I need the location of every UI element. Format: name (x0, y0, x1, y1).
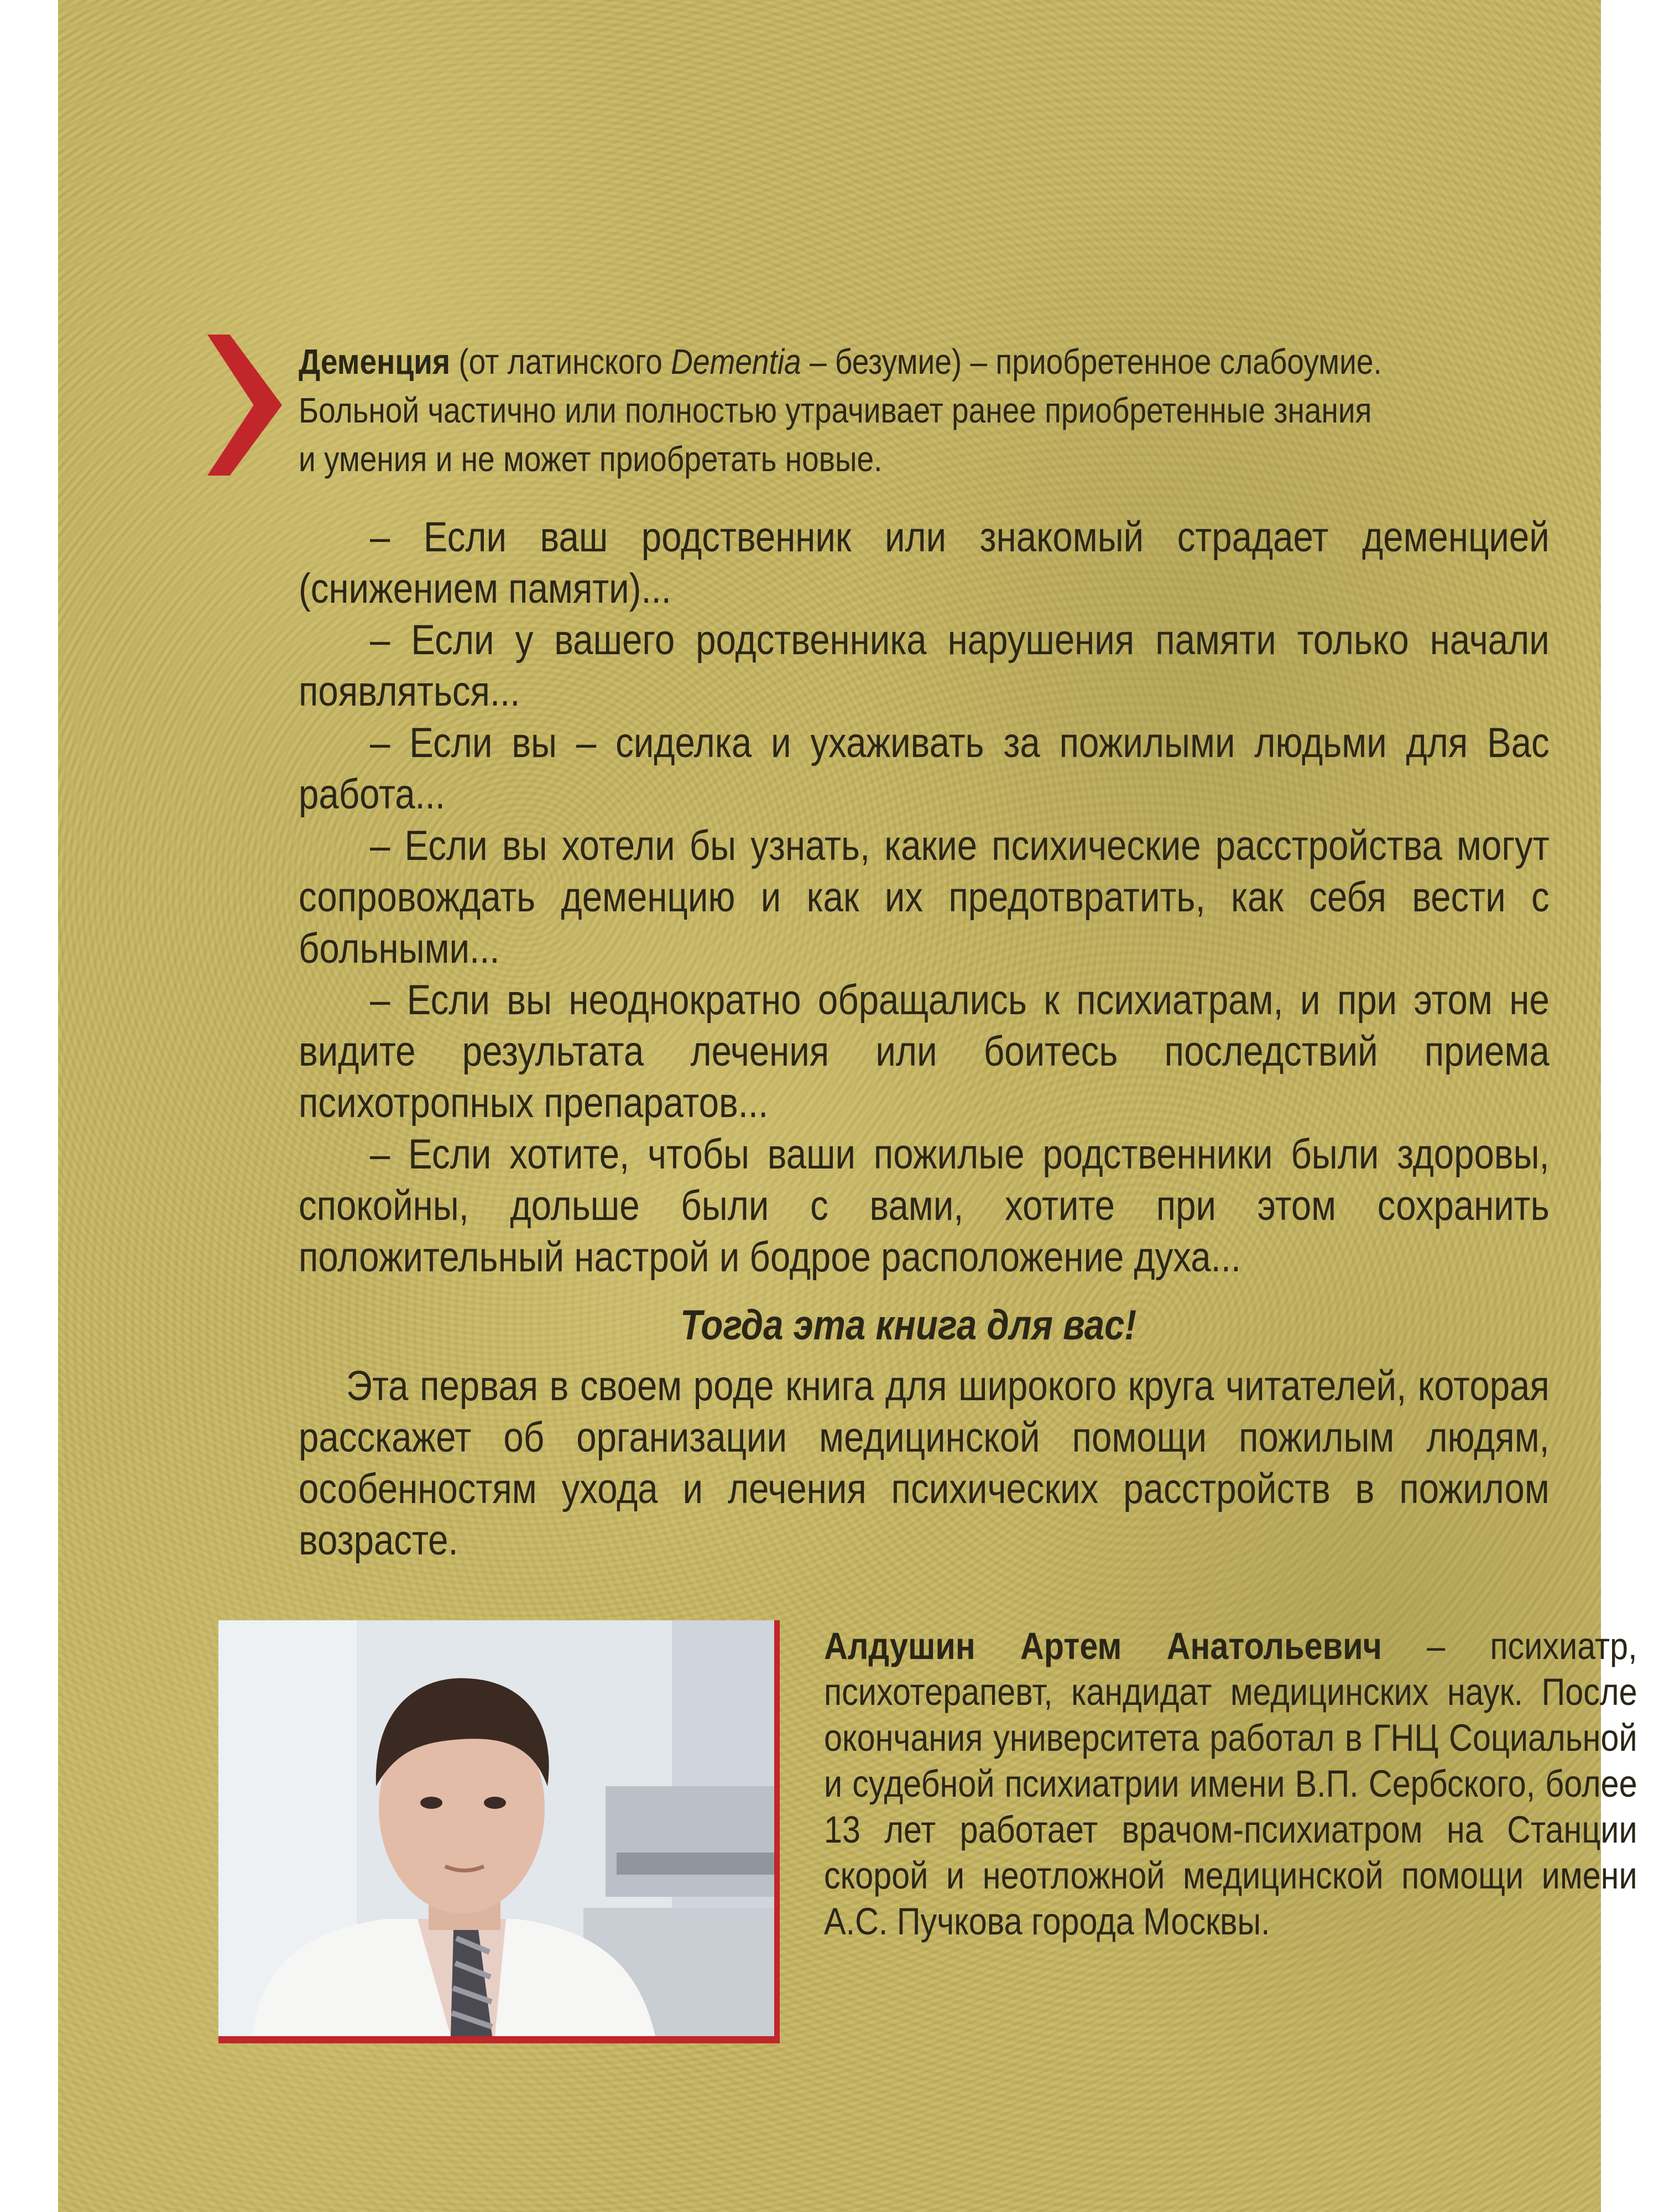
definition-line-1: Деменция (от латинского Dementia – безумие) – приобретенное слабоумие. (299, 342, 1382, 382)
question-item: – Если хотите, чтобы ваши пожилые родственники были здоровы, спокойны, дольше были с вами, хотите при этом сохранить положительный настрой и бодрое расположение духа... (299, 1131, 1550, 1281)
author-name: Алдушин Артем Анатольевич (824, 1625, 1383, 1667)
questions-list (299, 512, 1550, 1283)
definition-block (299, 337, 1550, 483)
author-photo-frame (218, 1620, 780, 2043)
question-item: – Если у вашего родственника нарушения памяти только начали появляться... (299, 617, 1550, 715)
definition-term: Деменция (299, 342, 451, 382)
author-description: – психиатр, психотерапевт, кандидат медицинских наук. После окончания университета работал в ГНЦ Социальной и судебной психиатрии имени В.П. Сербского, более 13 лет работает врачом-психиатром на Станции скорой и неотложной медицинской помощи имени А.С. Пучкова города Москвы. (824, 1625, 1637, 1943)
question-item: – Если ваш родственник или знакомый страдает деменцией (снижением памяти)... (299, 514, 1550, 612)
definition-latin: Dementia (671, 342, 801, 382)
question-item: – Если вы неоднократно обращались к психиатрам, и при этом не видите результата лечения или боитесь последствий приема психотропных препаратов... (299, 977, 1550, 1126)
question-item: – Если вы – сиделка и ухаживать за пожилыми людьми для Вас работа... (299, 719, 1550, 818)
definition-line-3: и умения и не может приобретать новые. (299, 439, 883, 479)
tagline: Тогда эта книга для вас! (680, 1302, 1137, 1349)
question-item: – Если вы хотели бы узнать, какие психические расстройства могут сопровождать деменцию и как их предотвратить, как себя вести с больными... (299, 822, 1550, 972)
author-photo (218, 1620, 774, 2036)
author-portrait-icon (218, 1620, 774, 2036)
about-paragraph: Эта первая в своем роде книга для широкого круга читателей, которая расскажет об организации медицинской помощи пожилым людям, особенностям ухода и лечения психических расстройств в пожилом возрасте. (299, 1363, 1550, 1564)
definition-line-2: Больной частично или полностью утрачивает ранее приобретенные знания (299, 390, 1372, 430)
author-bio (824, 1623, 1637, 1944)
